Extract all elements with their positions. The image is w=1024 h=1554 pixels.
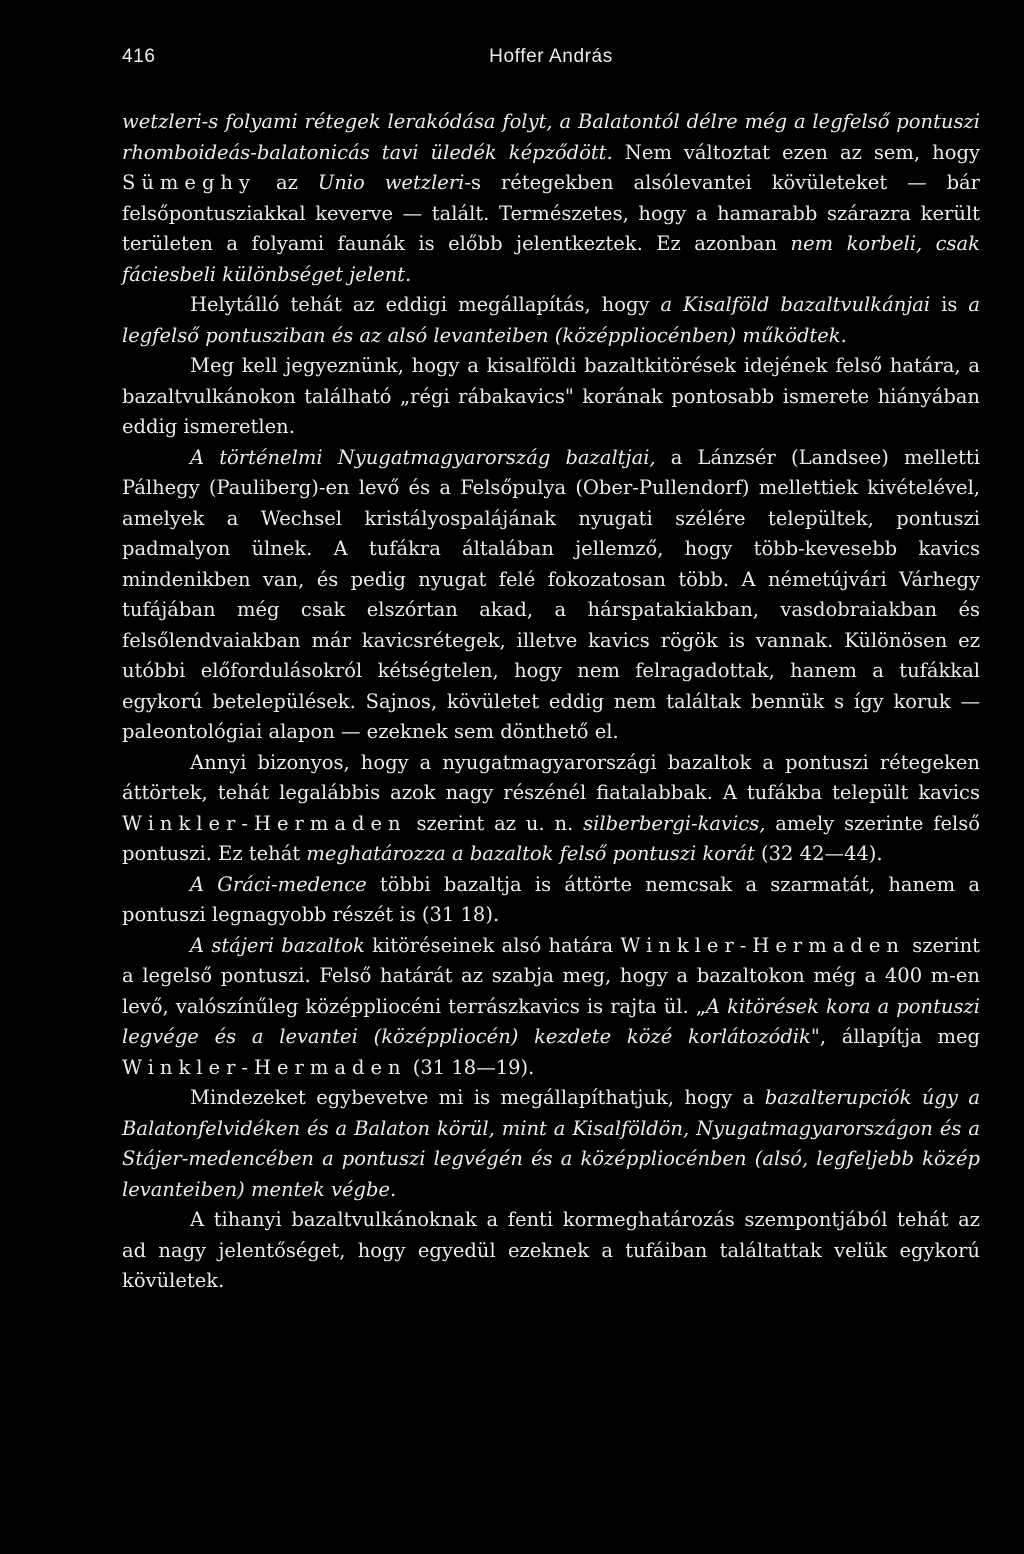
paragraph-5: Annyi bizonyos, hogy a nyugatmagyarországi bazaltok a pontuszi rétegeken áttörtek, tehát legalábbis azok nagy részénél fiatalabbak. A tufákba települt kavics Winkler-Hermaden szerint az u. n. silberbergi-kavics, amely szerinte felső pontuszi. Ez tehát meghatározza a bazaltok felső pontuszi korát (32 42—44). (122, 750, 980, 865)
author-name: Sümeghy (122, 171, 257, 194)
body-text (122, 107, 980, 1297)
paragraph-2: Helytálló tehát az eddigi megállapítás, hogy a Kisalföld bazaltvulkánjai is a legfelső pontusziban és az alsó levanteiben (középpliocénben) működtek. (122, 293, 980, 347)
page-header (122, 46, 980, 76)
paragraph-8: Mindezeket egybevetve mi is megállapíthatjuk, hogy a bazalterupciók úgy a Balatonfelvidéken és a Balaton körül, mint a Kisalföldön, Nyugatmagyarországon és a Stájer-medencében a pontuszi legvégén és a középpliocénben (alsó, legfeljebb közép levanteiben) mentek végbe. (122, 1086, 980, 1201)
author-name: Winkler-Hermaden (620, 933, 905, 957)
paragraph-6: A Gráci-medence többi bazaltja is áttörte nemcsak a szarmatát, hanem a pontuszi legnagyobb részét is (31 18). (122, 872, 980, 926)
paragraph-1: wetzleri-s folyami rétegek lerakódása folyt, a Balatontól délre még a legfelső pontuszi rhomboideás-balatonicás tavi üledék képződött. Nem változtat ezen az sem, hogy Sümeghy az Unio wetzleri-s rétegekben alsólevantei kövületeket — bár felsőpontusziakkal keverve — talált. Természetes, hogy a hamarabb szárazra került területen a folyami faunák is előbb jelentkeztek. Ez azonban nem korbeli, csak fáciesbeli különbséget jelent. (122, 110, 980, 286)
paragraph-3: Meg kell jegyeznünk, hogy a kisalföldi bazaltkitörések idejének felső határa, a bazaltvulkánokon található „régi rábakavics" korának pontosabb ismerete hiányában eddig ismeretlen. (122, 354, 980, 438)
author-name: Winkler-Hermaden (122, 811, 407, 835)
paragraph-7: A stájeri bazaltok kitöréseinek alsó határa Winkler-Hermaden szerint a legelső pontuszi. Felső határát az szabja meg, hogy a bazaltokon még a 400 m-en levő, valószínűleg középpliocéni terrászkavics is rajta ül. „A kitörések kora a pontuszi legvége és a levantei (középpliocén) kezdete közé korlátozódik", állapítja meg Winkler-Hermaden (31 18—19). (122, 933, 980, 1079)
paragraph-9: A tihanyi bazaltvulkánoknak a fenti kormeghatározás szempontjából tehát az ad nagy jelentőséget, hogy egyedül ezeknek a tufáiban találtattak velük egykorú kövületek. (122, 1208, 980, 1292)
running-head: Hoffer András (489, 46, 613, 67)
author-name: Winkler-Hermaden (122, 1055, 407, 1079)
paragraph-4: A történelmi Nyugatmagyarország bazaltjai, a Lánzsér (Landsee) melletti Pálhegy (Pauliberg)-en levő és a Felsőpulya (Ober-Pullendorf) mellettiek kivételével, amelyek a Wechsel kristályospalájának nyugati szélére települtek, pontuszi padmalyon ülnek. A tufákra általában jellemző, hogy több-kevesebb kavics mindenikben van, és pedig nyugat felé fokozatosan több. A németújvári Várhegy tufájában még csak elszórtan akad, a hárspatakiakban, vasdobraiakban és felsőlendvaiakban már kavicsrétegek, illetve kavics rögök is vannak. Különösen ez utóbbi előfordulásokról kétségtelen, hogy nem felragadottak, hanem a tufákkal egykorú betelepülések. Sajnos, kövületet eddig nem találtak bennük s így koruk — paleontológiai alapon — ezeknek sem dönthető el. (122, 445, 980, 743)
page-number: 416 (122, 46, 156, 67)
